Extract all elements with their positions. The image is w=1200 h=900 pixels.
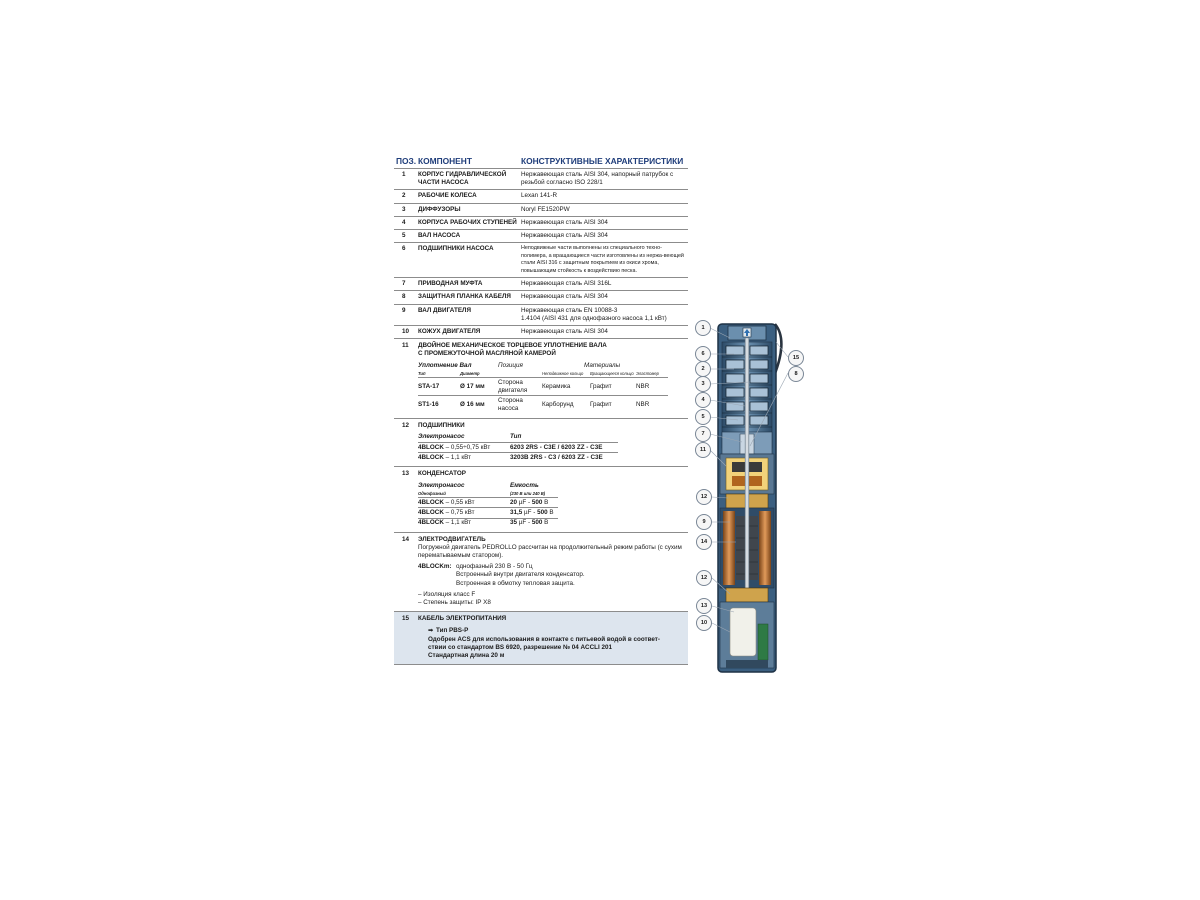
bearing-row — [418, 453, 618, 463]
capacity-value: 35 — [510, 519, 518, 527]
fixed-ring-header: Неподвижное кольцо — [542, 371, 590, 378]
row-description: Нержавеющая сталь AISI 304, напорный патрубок с резьбой согласно ISO 228/1 — [521, 171, 674, 187]
row-num: 9 — [402, 306, 406, 314]
row-num: 12 — [402, 421, 410, 429]
pump-model: 4BLOCK — [418, 453, 444, 461]
cable-spec-line: ствии со стандартом BS 6920, разрешение № 04 ACCLI 201 — [428, 643, 612, 651]
row-component: ЗАЩИТНАЯ ПЛАНКА КАБЕЛЯ — [418, 293, 511, 301]
row-num: 5 — [402, 231, 406, 239]
cable-section — [394, 612, 688, 665]
capacity-unit: µF - — [517, 498, 532, 506]
seal-fixed-ring: Керамика — [542, 378, 590, 396]
row-num: 6 — [402, 245, 406, 253]
cable-type: Тип PBS-P — [436, 627, 469, 635]
bearing-type: 3203B 2RS - C3 / 6203 ZZ - C3E — [510, 453, 603, 461]
bearings-section — [394, 419, 688, 468]
row-num: 2 — [402, 192, 406, 200]
callout-3: 3 — [695, 376, 711, 392]
motor-spec-line: Встроенная в обмотку тепловая защита. — [456, 579, 575, 587]
motor-description: Погружной двигатель PEDROLLO рассчитан на продолжительный режим работы (с сухим перематываемым статором). — [418, 543, 682, 560]
callout-2: 2 — [695, 361, 711, 377]
diameter-header: Диаметр — [460, 371, 498, 378]
row-component: ВАЛ ДВИГАТЕЛЯ — [418, 306, 471, 314]
callout-15: 15 — [788, 350, 804, 366]
table-row — [394, 190, 688, 203]
row-component: ПОДШИПНИКИ НАСОСА — [418, 245, 494, 253]
capacitor — [730, 608, 756, 656]
row-description-line: 1.4104 (AISI 431 для однофазного насоса 1,1 кВт) — [521, 314, 667, 322]
callout-1: 1 — [695, 320, 711, 336]
row-num: 15 — [402, 615, 410, 623]
type-header: Тип — [510, 433, 618, 443]
pump-spec: – 1,1 кВт — [443, 519, 472, 527]
table-row — [394, 291, 688, 304]
capacity-unit: µF - — [522, 508, 538, 516]
row-num: 13 — [402, 470, 410, 478]
callout-9: 9 — [696, 514, 712, 530]
cable-spec-line: Стандартная длина 20 м — [428, 651, 505, 659]
voltage-value: 500 — [531, 498, 543, 506]
motor-spec-line: однофазный 230 В - 50 Гц — [456, 563, 533, 571]
row-component: КОРПУСА РАБОЧИХ СТУПЕНЕЙ — [418, 218, 517, 226]
table-row — [394, 204, 688, 217]
pump-cross-section-diagram — [690, 316, 810, 676]
type-header: Тип — [418, 371, 460, 378]
seal-title — [418, 342, 607, 358]
pump-model: 4BLOCK — [418, 519, 444, 527]
pump-shaft — [745, 338, 749, 604]
voltage-unit: В — [542, 519, 549, 527]
voltage-value: 500 — [531, 519, 543, 527]
seal-position: Сторона двигателя — [498, 378, 542, 396]
row-num: 1 — [402, 171, 406, 178]
callout-6: 6 — [695, 346, 711, 362]
row-description: Нержавеющая сталь AISI 316L — [521, 280, 612, 288]
row-num: 14 — [402, 535, 410, 543]
capacitor-table — [418, 482, 558, 528]
row-description: Нержавеющая сталь AISI 304 — [521, 293, 608, 301]
row-num: 4 — [402, 218, 406, 226]
callout-12b: 12 — [696, 570, 712, 586]
capacity-header: Емкость — [510, 482, 539, 490]
cable-spec-line: Одобрен ACS для использования в контакте с питьевой водой в соответ- — [428, 635, 660, 643]
table-row — [394, 243, 688, 278]
position-header: Позиция — [498, 361, 523, 369]
callout-14: 14 — [696, 534, 712, 550]
callout-5: 5 — [695, 409, 711, 425]
pump-header: Электронасос — [418, 433, 510, 443]
callout-13: 13 — [696, 598, 712, 614]
capacitor-section — [394, 467, 688, 532]
seal-header: Уплотнение Вал — [418, 361, 472, 369]
col-component-header: КОМПОНЕНТ — [418, 156, 472, 166]
arrow-right-icon: ➡ — [428, 627, 434, 635]
capacitor-row — [418, 508, 558, 518]
seal-title-line: С ПРОМЕЖУТОЧНОЙ МАСЛЯНОЙ КАМЕРОЙ — [418, 350, 556, 358]
pump-model: 4BLOCK — [418, 498, 444, 506]
pump-header: Электронасос — [418, 482, 465, 490]
callout-11: 11 — [695, 442, 711, 458]
pump-spec: – 0,75 кВт — [443, 508, 475, 516]
seal-elastomer: NBR — [636, 401, 650, 409]
materials-header: Материалы — [584, 361, 621, 369]
rotating-ring-header: Вращающееся кольцо — [590, 371, 636, 378]
callout-4: 4 — [695, 392, 711, 408]
row-num: 11 — [402, 342, 409, 350]
row-description: Нержавеющая сталь AISI 304 — [521, 231, 608, 239]
seal-rotating-ring: Графит — [590, 378, 636, 396]
elastomer-header: Эластомер — [636, 371, 668, 378]
row-description: Неподвижные части выполнены из специального техно-полимера, а вращающиеся части изготовлены из нержа-веющей стали AISI 316 с защитным покрытием из окиси хрома, повышающим стойкость к воздействию песка. — [521, 245, 684, 274]
row-component: КОРПУС ГИДРАВЛИЧЕСКОЙ ЧАСТИ НАСОСА — [418, 171, 507, 187]
seal-title-line: ДВОЙНОЕ МЕХАНИЧЕСКОЕ ТОРЦЕВОЕ УПЛОТНЕНИЕ ВАЛА — [418, 342, 607, 350]
capacity-unit: µF - — [517, 519, 532, 527]
seal-section — [394, 339, 688, 419]
row-description — [521, 307, 688, 323]
voltage-unit: В — [542, 498, 549, 506]
row-component: ВАЛ НАСОСА — [418, 231, 461, 239]
voltage-header: (230 В или 240 В) — [510, 491, 558, 498]
voltage-unit: В — [547, 508, 554, 516]
row-num: 7 — [402, 280, 406, 288]
row-component: КОЖУХ ДВИГАТЕЛЯ — [418, 327, 481, 335]
capacity-value: 20 — [510, 498, 518, 506]
callout-7: 7 — [695, 426, 711, 442]
row-description: Lexan 141-R — [521, 192, 558, 200]
seal-elastomer: NBR — [636, 378, 668, 396]
motor-insulation: – Изоляция класс F — [418, 590, 476, 598]
specification-table — [394, 150, 688, 665]
table-row — [394, 326, 688, 339]
table-header — [394, 150, 688, 168]
row-component: ПРИВОДНАЯ МУФТА — [418, 280, 483, 288]
col-pos-header: ПОЗ. — [396, 156, 417, 166]
seal-diameter: Ø 16 мм — [460, 401, 485, 409]
seal-row — [418, 378, 668, 396]
voltage-value: 500 — [537, 508, 548, 516]
seal-table — [418, 361, 668, 413]
seal-position: Сторона насоса — [498, 396, 523, 413]
table-row — [394, 278, 688, 291]
single-phase-header: Однофазный — [418, 491, 510, 498]
seal-row — [418, 396, 668, 414]
seal-type: ST1-16 — [418, 401, 439, 409]
pump-spec: – 0,55 кВт — [443, 498, 475, 506]
motor-title: ЭЛЕКТРОДВИГАТЕЛЬ — [418, 535, 486, 543]
col-characteristics-header: КОНСТРУКТИВНЫЕ ХАРАКТЕРИСТИКИ — [521, 156, 684, 166]
callout-8: 8 — [788, 366, 804, 382]
motor-model: 4BLOCKm: — [418, 563, 452, 571]
motor-section — [394, 533, 688, 612]
row-num: 3 — [402, 205, 406, 213]
bearings-table — [418, 433, 618, 463]
table-row — [394, 217, 688, 230]
callout-12: 12 — [696, 489, 712, 505]
table-row — [394, 305, 688, 326]
motor-protection: – Степень защиты: IP X8 — [418, 599, 491, 606]
pump-model: 4BLOCK — [418, 508, 444, 516]
row-description: Noryl FE1520PW — [521, 205, 570, 213]
seal-type: STA-17 — [418, 378, 460, 396]
bearings-title: ПОДШИПНИКИ — [418, 421, 465, 429]
pump-spec: – 1,1 кВт — [443, 453, 472, 461]
seal-diameter: Ø 17 мм — [460, 378, 498, 396]
capacitor-title: КОНДЕНСАТОР — [418, 470, 466, 478]
row-num: 10 — [402, 327, 410, 335]
row-num: 8 — [402, 293, 406, 301]
bearing-row — [418, 443, 618, 453]
table-row — [394, 230, 688, 243]
row-description: Нержавеющая сталь AISI 304 — [521, 327, 608, 335]
pump-spec: – 0,55÷0,75 кВт — [443, 443, 491, 451]
row-component: РАБОЧИЕ КОЛЕСА — [418, 192, 477, 200]
motor-spec-line: Встроенный внутри двигателя конденсатор. — [456, 571, 585, 579]
seal-fixed-ring: Карборунд — [542, 401, 574, 409]
row-description: Нержавеющая сталь AISI 304 — [521, 218, 608, 226]
table-row — [394, 168, 688, 190]
row-component: ДИФФУЗОРЫ — [418, 205, 461, 213]
callout-10: 10 — [696, 615, 712, 631]
capacity-value: 31,5 — [510, 508, 523, 516]
row-description-line: Нержавеющая сталь EN 10088-3 — [521, 306, 618, 314]
bearing-type: 6203 2RS - C3E / 6203 ZZ - C3E — [510, 443, 618, 453]
cable-title: КАБЕЛЬ ЭЛЕКТРОПИТАНИЯ — [418, 615, 507, 623]
seal-rotating-ring: Графит — [590, 401, 612, 409]
capacitor-row — [418, 518, 558, 528]
pump-model: 4BLOCK — [418, 443, 444, 451]
capacitor-row — [418, 498, 558, 508]
